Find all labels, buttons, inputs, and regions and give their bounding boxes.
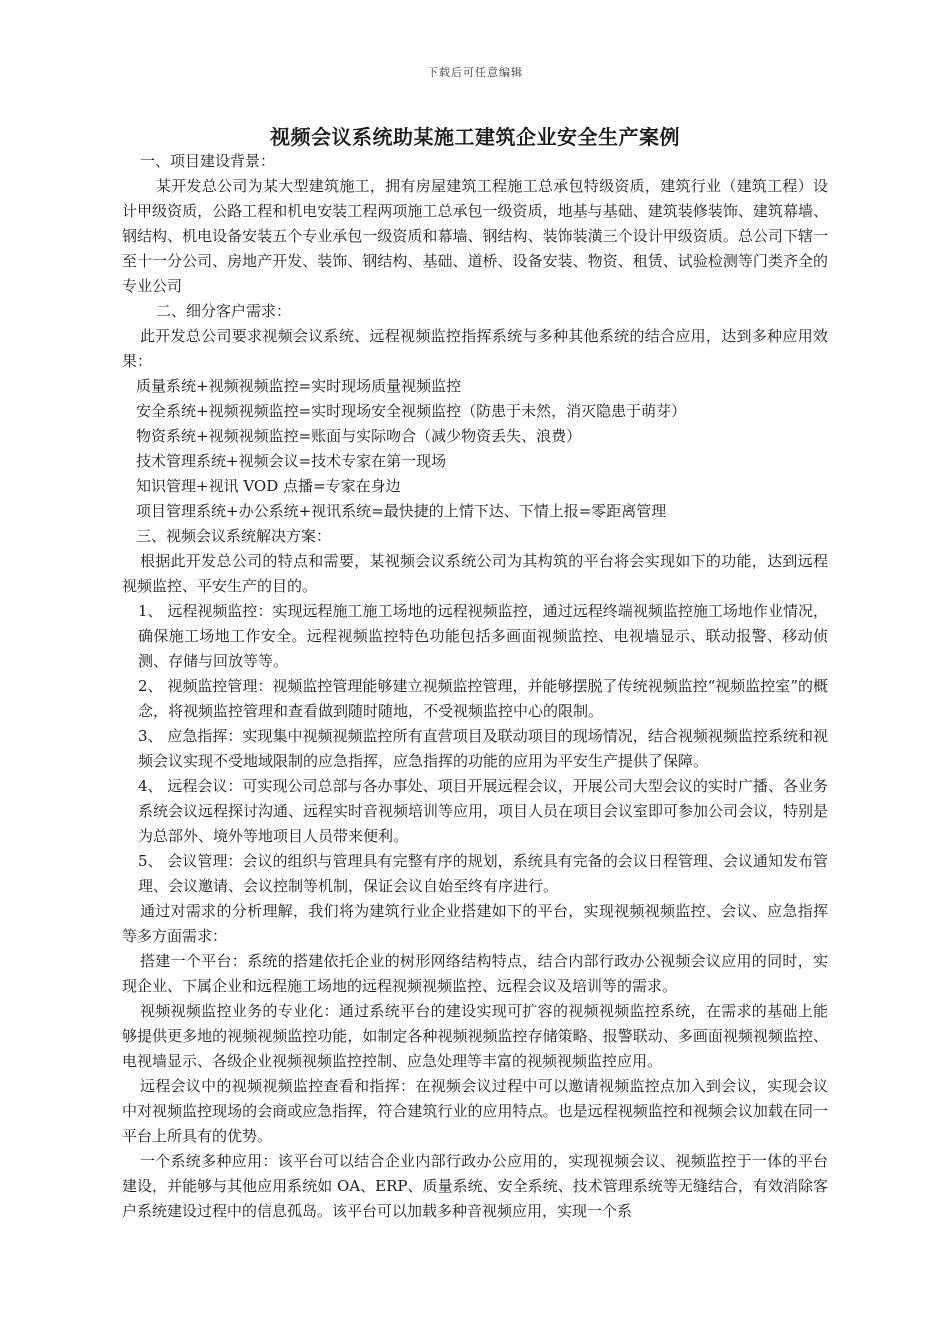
requirement-item: 知识管理+视讯 VOD 点播=专家在身边 xyxy=(136,477,401,495)
body-paragraph: 通过对需求的分析理解，我们将为建筑行业企业搭建如下的平台，实现视频视频监控、会议、应急指挥等多方面需求： xyxy=(122,902,828,945)
function-item: 5、 会议管理：会议的组织与管理具有完整有序的规划，系统具有完备的会议日程管理、会议通知发布管理、会议邀请、会议控制等机制，保证会议自始至终有序进行。 xyxy=(138,852,828,895)
body-paragraph: 远程会议中的视频视频监控查看和指挥：在视频会议过程中可以邀请视频监控点加入到会议，实现会议中对视频监控现场的会商或应急指挥，符合建筑行业的应用特点。也是远程视频监控和视频会议加载在同一平台上所具有的优势。 xyxy=(122,1077,828,1145)
document-title: 视频会议系统助某施工建筑企业安全生产案例 xyxy=(270,125,680,149)
solution-intro: 根据此开发总公司的特点和需要，某视频会议系统公司为其构筑的平台将会实现如下的功能，达到远程视频监控、平安生产的目的。 xyxy=(122,552,828,595)
section-heading-solution: 三、视频会议系统解决方案： xyxy=(136,527,332,545)
document-body xyxy=(122,149,828,1224)
body-paragraph: 搭建一个平台：系统的搭建依托企业的树形网络结构特点，结合内部行政办公视频会议应用的同时，实现企业、下属企业和远程施工场地的远程视频视频监控、远程会议及培训等的需求。 xyxy=(122,952,828,995)
section-heading-background: 一、项目建设背景： xyxy=(140,152,276,170)
body-paragraph: 一个系统多种应用：该平台可以结合企业内部行政办公应用的，实现视频会议、视频监控于一体的平台建设，并能够与其他应用系统如 OA、ERP、质量系统、安全系统、技术管理系统等无缝结合，有效消除客户系统建设过程中的信息孤岛。该平台可以加载多种音视频应用，实现一个系 xyxy=(122,1152,828,1220)
requirements-intro: 此开发总公司要求视频会议系统、远程视频监控指挥系统与多种其他系统的结合应用，达到多种应用效果： xyxy=(122,327,828,370)
function-item: 1、 远程视频监控：实现远程施工施工场地的远程视频监控，通过远程终端视频监控施工场地作业情况，确保施工场地工作安全。远程视频监控特色功能包括多画面视频监控、电视墙显示、联动报警、移动侦测、存储与回放等等。 xyxy=(138,602,828,670)
requirement-item: 项目管理系统+办公系统+视讯系统=最快捷的上情下达、下情上报=零距离管理 xyxy=(136,502,667,520)
body-paragraph: 视频视频监控业务的专业化：通过系统平台的建设实现可扩容的视频视频监控系统，在需求的基础上能够提供更多地的视频视频监控功能，如制定各种视频视频监控存储策略、报警联动、多画面视频视频监控、电视墙显示、各级企业视频视频监控控制、应急处理等丰富的视频视频监控应用。 xyxy=(122,1002,828,1070)
requirement-item: 质量系统+视频视频监控=实时现场质量视频监控 xyxy=(136,377,462,395)
requirement-item: 物资系统+视频视频监控=账面与实际吻合（减少物资丢失、浪费） xyxy=(136,427,582,445)
function-item: 4、 远程会议：可实现公司总部与各办事处、项目开展远程会议，开展公司大型会议的实时广播、各业务系统会议远程探讨沟通、远程实时音视频培训等应用，项目人员在项目会议室即可参加公司会议，特别是为总部外、境外等地项目人员带来便利。 xyxy=(138,777,829,845)
requirement-item: 安全系统+视频视频监控=实时现场安全视频监控（防患于未然，消灭隐患于萌芽） xyxy=(136,402,687,420)
background-paragraph: 某开发总公司为某大型建筑施工，拥有房屋建筑工程施工总承包特级资质，建筑行业（建筑工程）设计甲级资质，公路工程和机电安装工程两项施工总承包一级资质，地基与基础、建筑装修装饰、建筑幕墙、钢结构、机电设备安装五个专业承包一级资质和幕墙、钢结构、装饰装潢三个设计甲级资质。总公司下辖一至十一分公司、房地产开发、装饰、钢结构、基础、道桥、设备安装、物资、租赁、试验检测等门类齐全的专业公司 xyxy=(122,177,828,295)
function-item: 2、 视频监控管理：视频监控管理能够建立视频监控管理，并能够摆脱了传统视频监控“视频监控室”的概念，将视频监控管理和查看做到随时随地，不受视频监控中心的限制。 xyxy=(138,677,828,720)
page-header: 下载后可任意编辑 xyxy=(427,66,523,79)
section-heading-requirements: 二、细分客户需求： xyxy=(156,302,292,320)
function-item: 3、 应急指挥：实现集中视频视频监控所有直营项目及联动项目的现场情况，结合视频视频监控系统和视频会议实现不受地域限制的应急指挥，应急指挥的功能的应用为平安生产提供了保障。 xyxy=(138,727,828,770)
requirement-item: 技术管理系统+视频会议=技术专家在第一现场 xyxy=(136,452,447,470)
